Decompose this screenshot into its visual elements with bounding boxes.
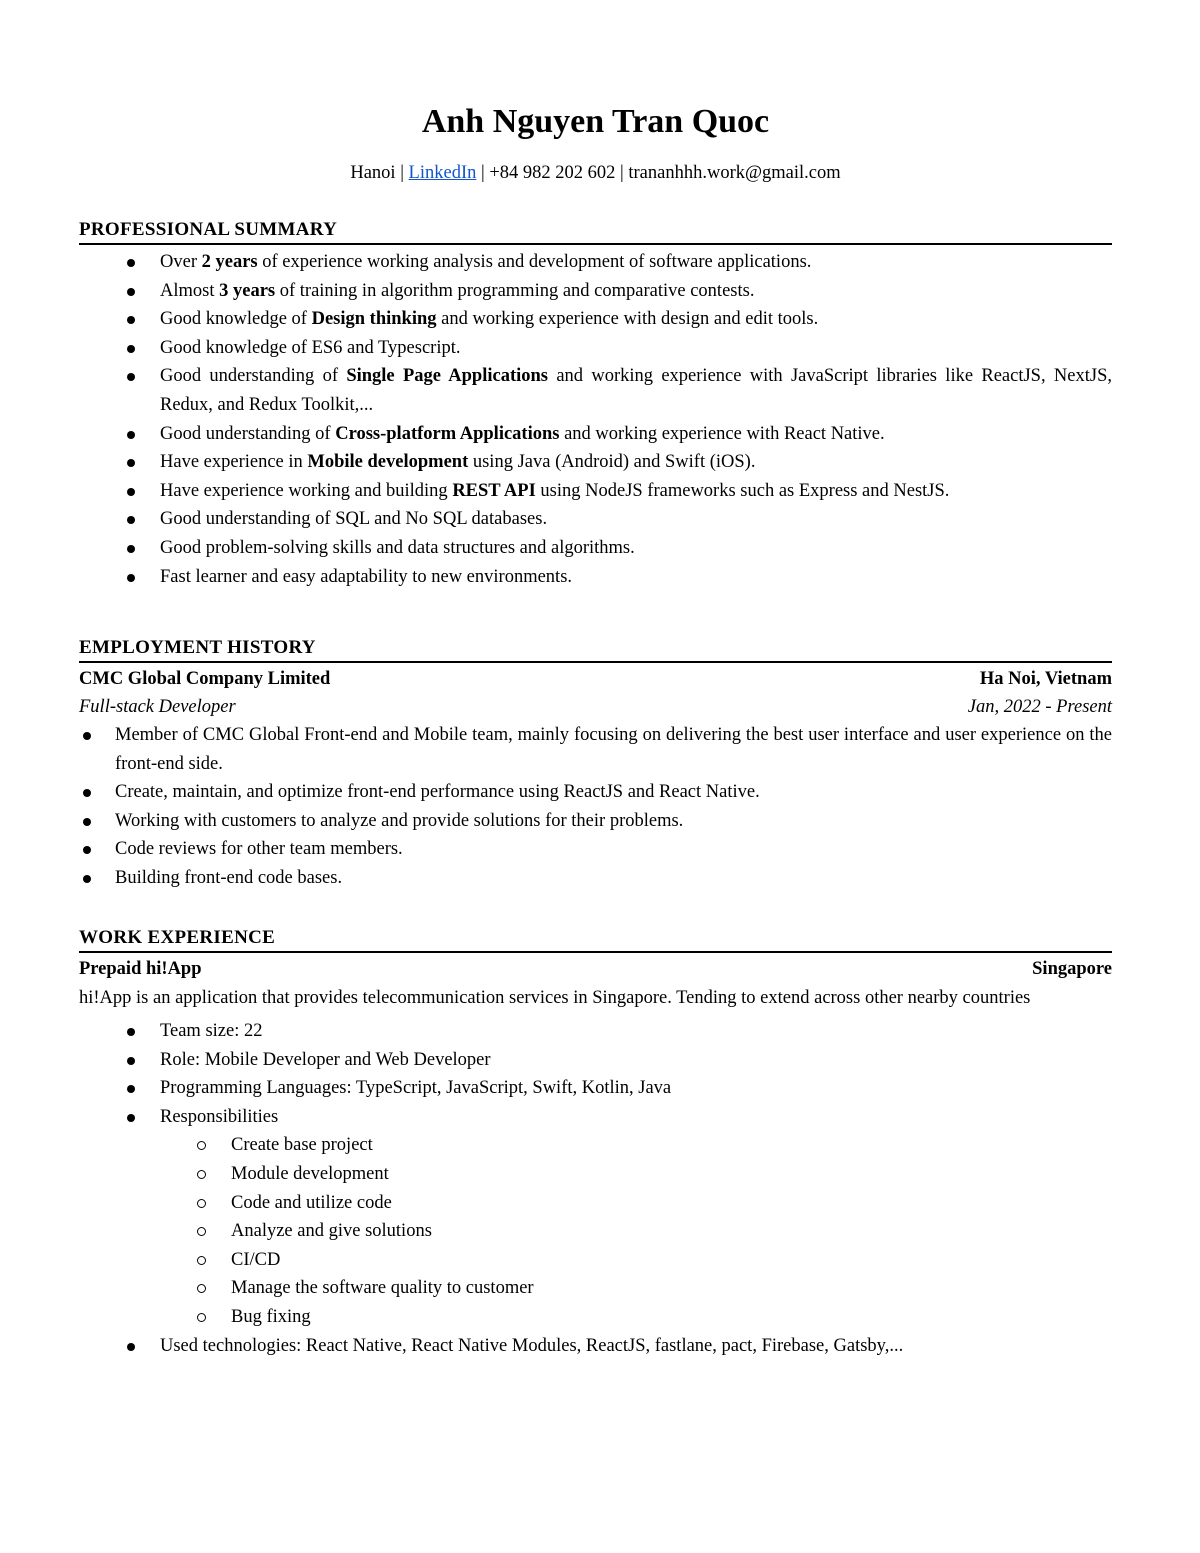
- circle-bullet-icon: [197, 1199, 206, 1208]
- summary-text: Over: [160, 252, 202, 272]
- project-row: [79, 955, 1112, 983]
- circle-bullet-icon: [197, 1170, 206, 1179]
- responsibilities-list: [79, 1131, 1112, 1331]
- bullet-icon: [127, 574, 135, 582]
- bullet-icon: [127, 545, 135, 553]
- bullet-icon: [127, 459, 135, 467]
- team-size: Team size: 22: [160, 1021, 263, 1041]
- employment-item: [79, 835, 1112, 864]
- employment-role-row: [79, 693, 1112, 721]
- project-location: Singapore: [1032, 959, 1112, 979]
- used-technologies: Used technologies: React Native, React Native Modules, ReactJS, fastlane, pact, Firebase, Gatsby,...: [160, 1335, 904, 1356]
- summary-highlight: Single Page Applications: [346, 366, 548, 387]
- employment-item: [79, 778, 1112, 807]
- summary-item: [79, 420, 1112, 449]
- list-item: [79, 1017, 1112, 1046]
- employment-company-row: [79, 665, 1112, 693]
- summary-item: [79, 277, 1112, 306]
- summary-text: Good understanding of: [160, 366, 347, 387]
- employment-text: Working with customers to analyze and provide solutions for their problems.: [115, 810, 684, 831]
- summary-text: Almost: [160, 280, 220, 301]
- project-details-list: [79, 1017, 1112, 1131]
- candidate-name: Anh Nguyen Tran Quoc: [421, 103, 770, 140]
- contact-line: [79, 160, 1112, 186]
- responsibility-text: Module development: [231, 1163, 389, 1184]
- responsibility-item: [79, 1246, 1112, 1275]
- responsibility-text: CI/CD: [231, 1249, 281, 1270]
- summary-text: of training in algorithm programming and comparative contests.: [275, 280, 755, 301]
- summary-item: [79, 563, 1112, 592]
- contact-separator: |: [615, 163, 629, 183]
- summary-text: of experience working analysis and development of software applications.: [257, 252, 812, 272]
- responsibility-text: Bug fixing: [231, 1306, 311, 1327]
- bullet-icon: [127, 1057, 135, 1065]
- contact-phone: +84 982 202 602: [489, 163, 616, 183]
- job-title: Full-stack Developer: [79, 697, 236, 717]
- circle-bullet-icon: [197, 1284, 206, 1293]
- contact-separator: |: [395, 163, 409, 183]
- list-item: [79, 1103, 1112, 1132]
- summary-item: [79, 477, 1112, 506]
- bullet-icon: [127, 431, 135, 439]
- summary-item: [79, 534, 1112, 563]
- responsibility-text: Manage the software quality to customer: [231, 1278, 534, 1299]
- bullet-icon: [127, 345, 135, 353]
- bullet-icon: [127, 1343, 135, 1351]
- responsibility-item: [79, 1274, 1112, 1303]
- employment-item: [79, 864, 1112, 893]
- summary-item: [79, 248, 1112, 277]
- summary-text: using Java (Android) and Swift (iOS).: [468, 452, 756, 473]
- bullet-icon: [83, 789, 91, 797]
- bullet-icon: [127, 1028, 135, 1036]
- employment-history-section: [79, 636, 1112, 893]
- summary-text: and working experience with JavaScript libraries like ReactJS, NextJS, Redux, and Redux Toolkit,...: [160, 366, 1112, 415]
- responsibility-text: Analyze and give solutions: [231, 1221, 432, 1242]
- summary-text: Have experience in: [160, 452, 308, 473]
- circle-bullet-icon: [197, 1256, 206, 1265]
- summary-item: [79, 305, 1112, 334]
- summary-text: Have experience working and building: [160, 480, 453, 501]
- linkedin-link[interactable]: LinkedIn: [408, 163, 477, 183]
- responsibility-item: [79, 1303, 1112, 1332]
- summary-text: and working experience with design and edit tools.: [436, 309, 819, 330]
- contact-location: Hanoi: [350, 163, 396, 183]
- section-heading: WORK EXPERIENCE: [79, 926, 1112, 953]
- company-location: Ha Noi, Vietnam: [979, 669, 1112, 689]
- summary-text: and working experience with React Native.: [559, 423, 885, 444]
- bullet-icon: [127, 1085, 135, 1093]
- summary-highlight: 3 years: [219, 280, 276, 301]
- summary-item: [79, 505, 1112, 534]
- summary-item: [79, 362, 1112, 419]
- summary-text: Fast learner and easy adaptability to new environments.: [160, 566, 573, 587]
- employment-text: Member of CMC Global Front-end and Mobile team, mainly focusing on delivering the best user interface and user experience on the front-end side.: [115, 725, 1112, 774]
- project-description: hi!App is an application that provides telecommunication services in Singapore. Tending to extend across other nearby countries: [79, 988, 1031, 1008]
- contact-separator: |: [476, 163, 490, 183]
- bullet-icon: [83, 875, 91, 883]
- summary-item: [79, 448, 1112, 477]
- list-item: [79, 1074, 1112, 1103]
- summary-text: Good problem-solving skills and data structures and algorithms.: [160, 537, 635, 558]
- bullet-icon: [127, 1114, 135, 1122]
- responsibility-item: [79, 1131, 1112, 1160]
- technologies-list: [79, 1332, 1112, 1361]
- summary-text: using NodeJS frameworks such as Express and NestJS.: [535, 480, 950, 501]
- summary-text: Good knowledge of: [160, 309, 312, 330]
- summary-list: [79, 248, 1112, 591]
- circle-bullet-icon: [197, 1141, 206, 1150]
- bullet-icon: [127, 373, 135, 381]
- summary-text: Good understanding of: [160, 423, 336, 444]
- section-heading: PROFESSIONAL SUMMARY: [79, 218, 1112, 245]
- list-item: [79, 1332, 1112, 1361]
- employment-list: [79, 721, 1112, 893]
- responsibility-item: [79, 1160, 1112, 1189]
- responsibility-text: Create base project: [231, 1135, 373, 1156]
- circle-bullet-icon: [197, 1227, 206, 1236]
- responsibilities-label: Responsibilities: [160, 1106, 279, 1127]
- list-item: [79, 1046, 1112, 1075]
- professional-summary-section: [79, 218, 1112, 591]
- employment-item: [79, 807, 1112, 836]
- circle-bullet-icon: [197, 1313, 206, 1322]
- summary-highlight: 2 years: [201, 252, 258, 272]
- work-experience-section: [79, 926, 1112, 1360]
- summary-item: [79, 334, 1112, 363]
- job-dates: Jan, 2022 - Present: [967, 697, 1112, 717]
- bullet-icon: [83, 818, 91, 826]
- bullet-icon: [83, 732, 91, 740]
- responsibility-text: Code and utilize code: [231, 1192, 392, 1213]
- programming-languages: Programming Languages: TypeScript, JavaScript, Swift, Kotlin, Java: [160, 1078, 672, 1099]
- project-role: Role: Mobile Developer and Web Developer: [160, 1049, 491, 1070]
- employment-item: [79, 721, 1112, 778]
- summary-highlight: Design thinking: [311, 309, 437, 330]
- responsibility-item: [79, 1217, 1112, 1246]
- employment-text: Code reviews for other team members.: [115, 839, 403, 860]
- summary-highlight: Cross-platform Applications: [335, 423, 560, 444]
- contact-email: trananhhh.work@gmail.com: [628, 163, 841, 183]
- bullet-icon: [127, 259, 135, 267]
- bullet-icon: [83, 846, 91, 854]
- summary-highlight: Mobile development: [307, 452, 469, 473]
- bullet-icon: [127, 288, 135, 296]
- bullet-icon: [127, 488, 135, 496]
- company-name: CMC Global Company Limited: [79, 669, 331, 689]
- responsibility-item: [79, 1189, 1112, 1218]
- employment-text: Building front-end code bases.: [115, 867, 343, 888]
- employment-text: Create, maintain, and optimize front-end performance using ReactJS and React Native.: [115, 782, 760, 803]
- summary-text: Good understanding of SQL and No SQL databases.: [160, 509, 548, 530]
- summary-highlight: REST API: [452, 480, 536, 501]
- bullet-icon: [127, 516, 135, 524]
- summary-text: Good knowledge of ES6 and Typescript.: [160, 337, 461, 358]
- bullet-icon: [127, 316, 135, 324]
- project-name: Prepaid hi!App: [79, 959, 202, 979]
- section-heading: EMPLOYMENT HISTORY: [79, 636, 1112, 663]
